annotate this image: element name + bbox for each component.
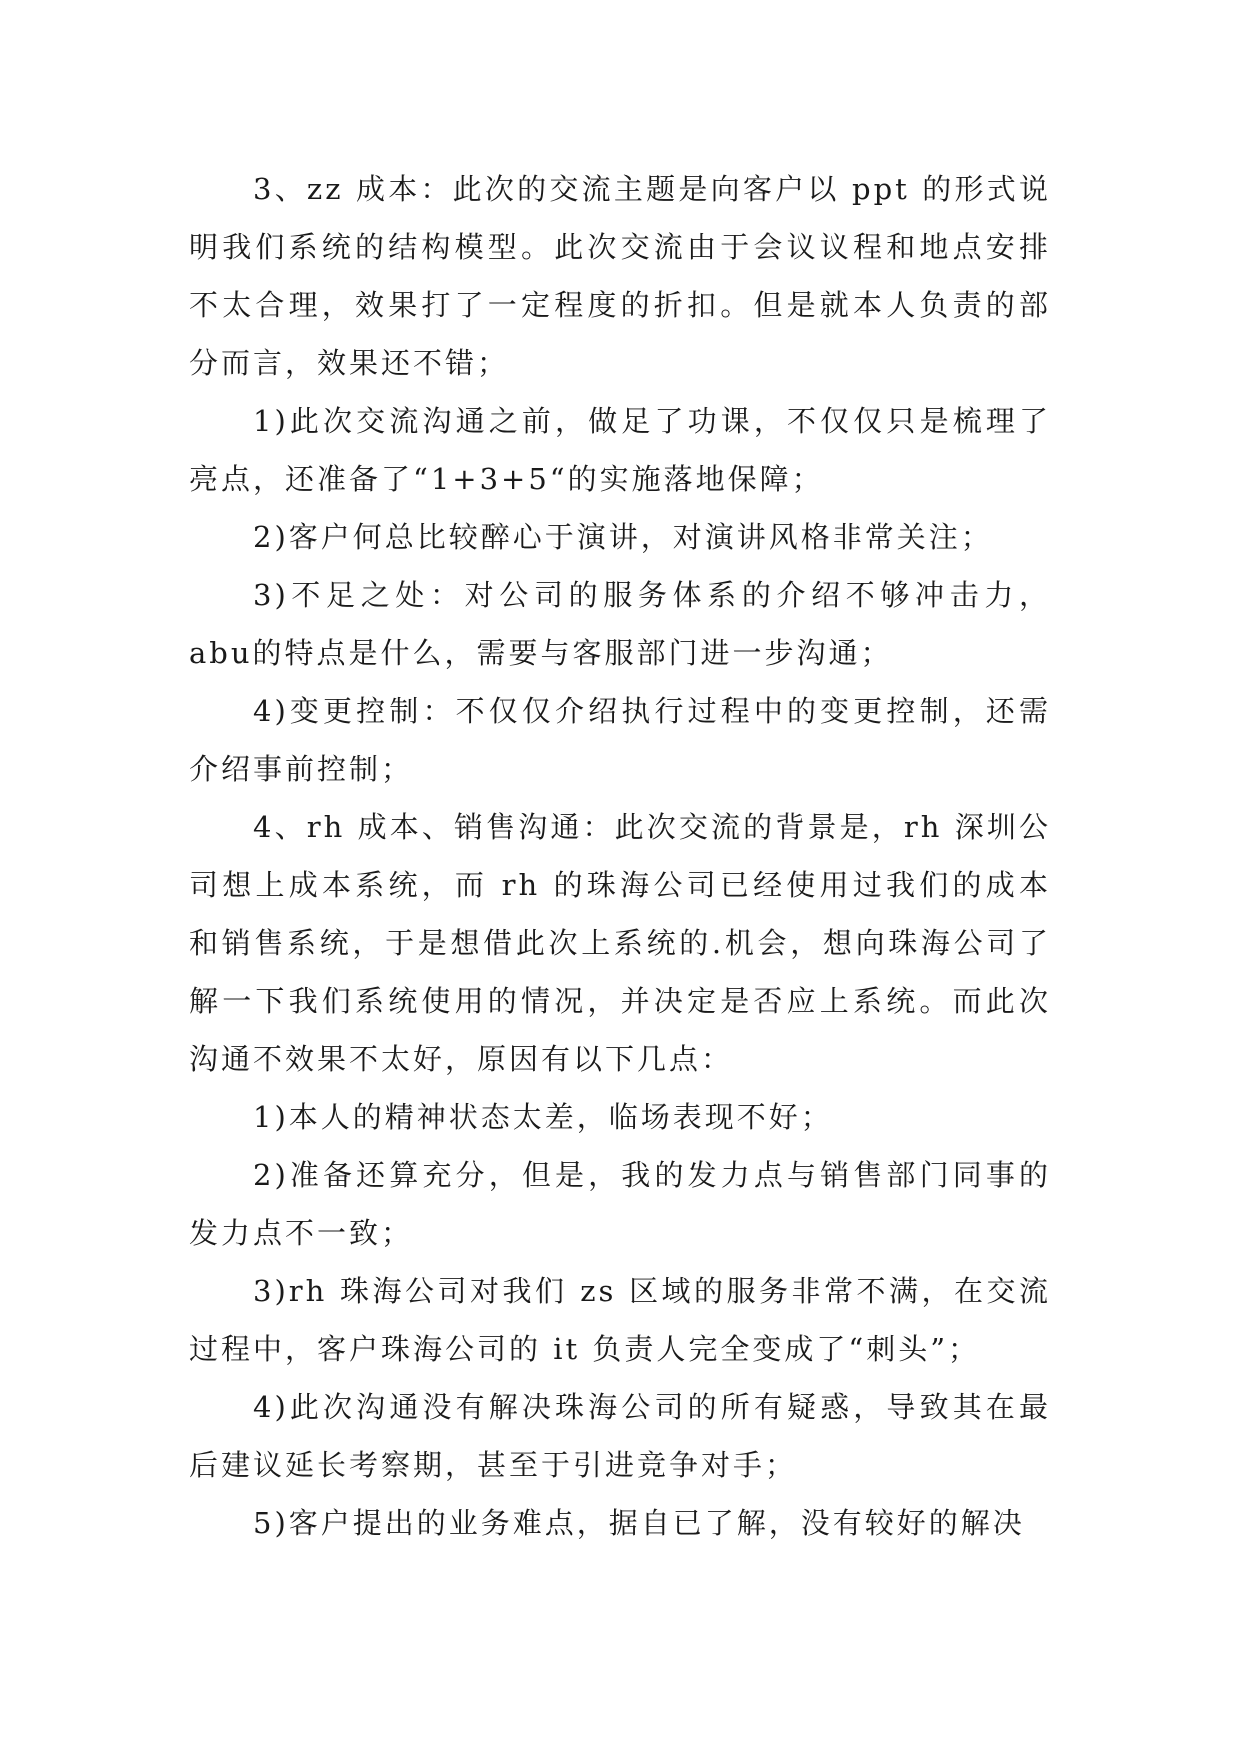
paragraph-item-4: 4)变更控制：不仅仅介绍执行过程中的变更控制，还需介绍事前控制；	[189, 694, 1051, 786]
paragraph-reason-2: 2)准备还算充分，但是，我的发力点与销售部门同事的发力点不一致；	[189, 1158, 1051, 1250]
document-body	[189, 160, 1051, 1552]
paragraph-reason-5: 5)客户提出的业务难点，据自已了解，没有较好的解决	[253, 1506, 1025, 1540]
paragraph-reason-1: 1)本人的精神状态太差，临场表现不好；	[253, 1100, 833, 1134]
paragraph-zz-cost: 3、zz 成本：此次的交流主题是向客户以 ppt 的形式说明我们系统的结构模型。此次交流由于会议议程和地点安排不太合理，效果打了一定程度的折扣。但是就本人负责的部分而言，效果还不错；	[189, 172, 1051, 380]
paragraph-reason-3: 3)rh 珠海公司对我们 zs 区域的服务非常不满，在交流过程中，客户珠海公司的 it 负责人完全变成了“刺头”；	[189, 1274, 1051, 1366]
paragraph-reason-4: 4)此次沟通没有解决珠海公司的所有疑惑，导致其在最后建议延长考察期，甚至于引进竞争对手；	[189, 1390, 1051, 1482]
paragraph-item-1: 1)此次交流沟通之前，做足了功课，不仅仅只是梳理了亮点，还准备了“1+3+5“的实施落地保障；	[189, 404, 1051, 496]
paragraph-item-3: 3)不足之处：对公司的服务体系的介绍不够冲击力，abu的特点是什么，需要与客服部门进一步沟通；	[189, 578, 1051, 670]
paragraph-item-2: 2)客户何总比较醉心于演讲，对演讲风格非常关注；	[253, 520, 993, 554]
paragraph-rh-cost-sales: 4、rh 成本、销售沟通：此次交流的背景是，rh 深圳公司想上成本系统，而 rh 的珠海公司已经使用过我们的成本和销售系统，于是想借此次上系统的.机会，想向珠海公司了解一下我们系统使用的情况，并决定是否应上系统。而此次沟通不效果不太好，原因有以下几点：	[189, 810, 1051, 1076]
